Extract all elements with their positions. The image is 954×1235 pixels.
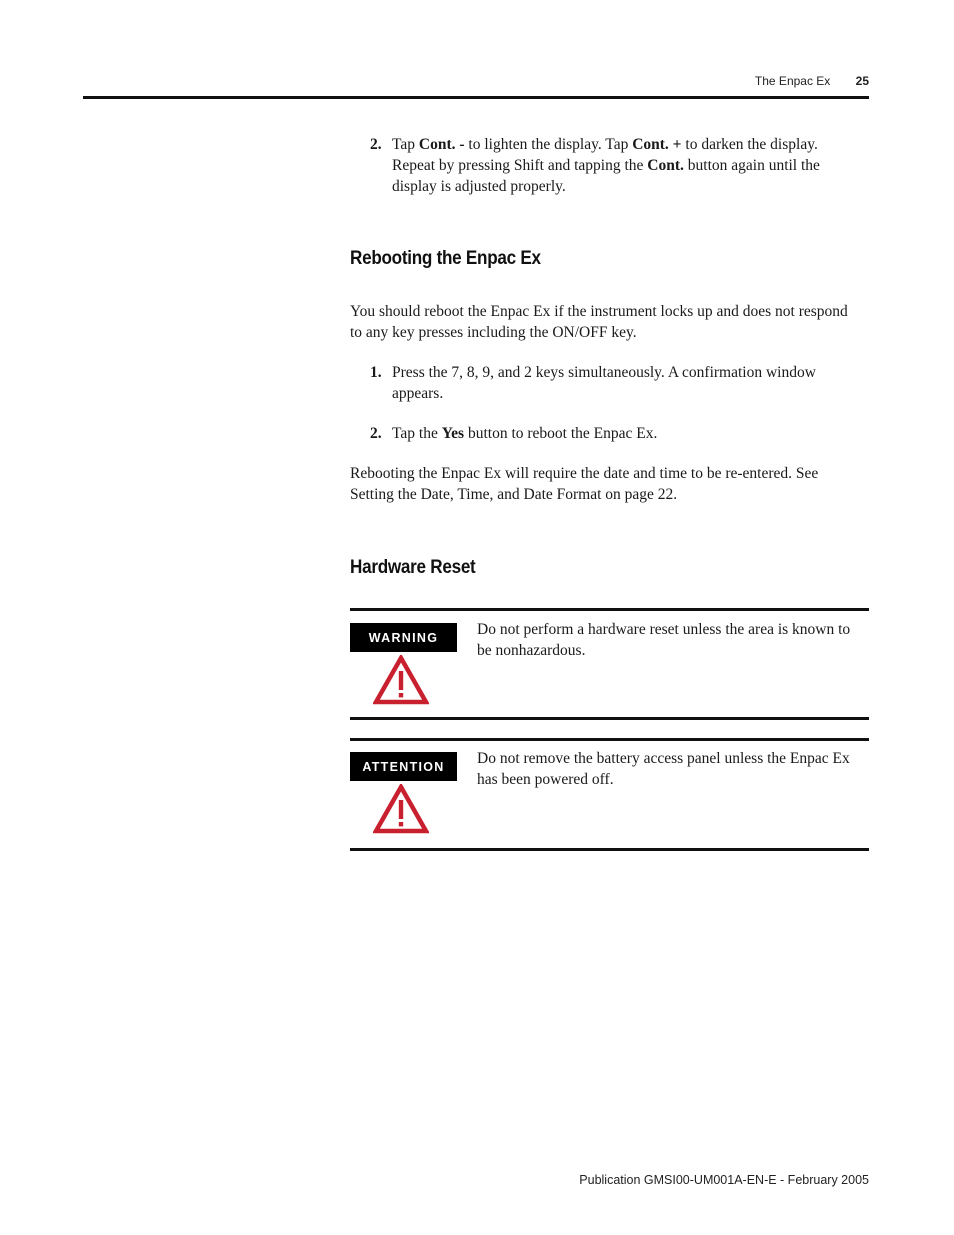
step-text: Press the 7, 8, 9, and 2 keys simultaneously. A confirmation window appears.	[392, 364, 816, 402]
step-text-part: Tap	[392, 136, 419, 153]
contrast-step-2	[370, 134, 855, 197]
attention-triangle-icon	[373, 784, 429, 834]
warning-bottom-rule	[350, 717, 869, 720]
hardware-reset-heading: Hardware Reset	[350, 557, 476, 578]
step-text	[392, 134, 855, 197]
reboot-step-1	[370, 362, 855, 404]
step-number: 2.	[370, 425, 382, 442]
running-header	[755, 74, 869, 88]
attention-badge: ATTENTION	[350, 752, 457, 781]
step-text-part: Tap the	[392, 425, 442, 442]
step-text	[392, 423, 855, 444]
warning-top-rule	[350, 608, 869, 611]
header-page-number: 25	[855, 74, 869, 88]
attention-text: Do not remove the battery access panel unless the Enpac Ex has been powered off.	[477, 750, 850, 788]
rebooting-intro: You should reboot the Enpac Ex if the instrument locks up and does not respond to any key presses including the ON/OFF key.	[350, 303, 848, 341]
rebooting-outro: Rebooting the Enpac Ex will require the date and time to be re-entered. See Setting the Date, Time, and Date Format on page 22.	[350, 465, 819, 503]
attention-top-rule	[350, 738, 869, 741]
cont-label: Cont.	[647, 157, 684, 174]
step-text-part: button again until the display is adjusted properly.	[392, 157, 820, 195]
header-section-title: The Enpac Ex	[754, 74, 831, 88]
warning-triangle-icon	[373, 655, 429, 705]
header-rule	[83, 96, 869, 99]
step-text-part: to darken the display. Repeat by pressing Shift and tapping the	[392, 136, 818, 174]
step-text-part: to lighten the display. Tap	[464, 136, 633, 153]
publication-footer: Publication GMSI00-UM001A-EN-E - February 2005	[579, 1173, 869, 1187]
warning-badge: WARNING	[350, 623, 457, 652]
step-text-part: button to reboot the Enpac Ex.	[464, 425, 658, 442]
warning-text: Do not perform a hardware reset unless the area is known to be nonhazardous.	[477, 621, 851, 659]
step-number: 1.	[370, 364, 382, 381]
cont-minus-label: Cont. -	[418, 136, 465, 153]
cont-plus-label: Cont. +	[632, 136, 682, 153]
reboot-step-2	[370, 423, 855, 444]
yes-label: Yes	[441, 425, 465, 442]
step-number: 2.	[370, 136, 382, 153]
rebooting-heading: Rebooting the Enpac Ex	[350, 248, 541, 269]
attention-bottom-rule	[350, 848, 869, 851]
